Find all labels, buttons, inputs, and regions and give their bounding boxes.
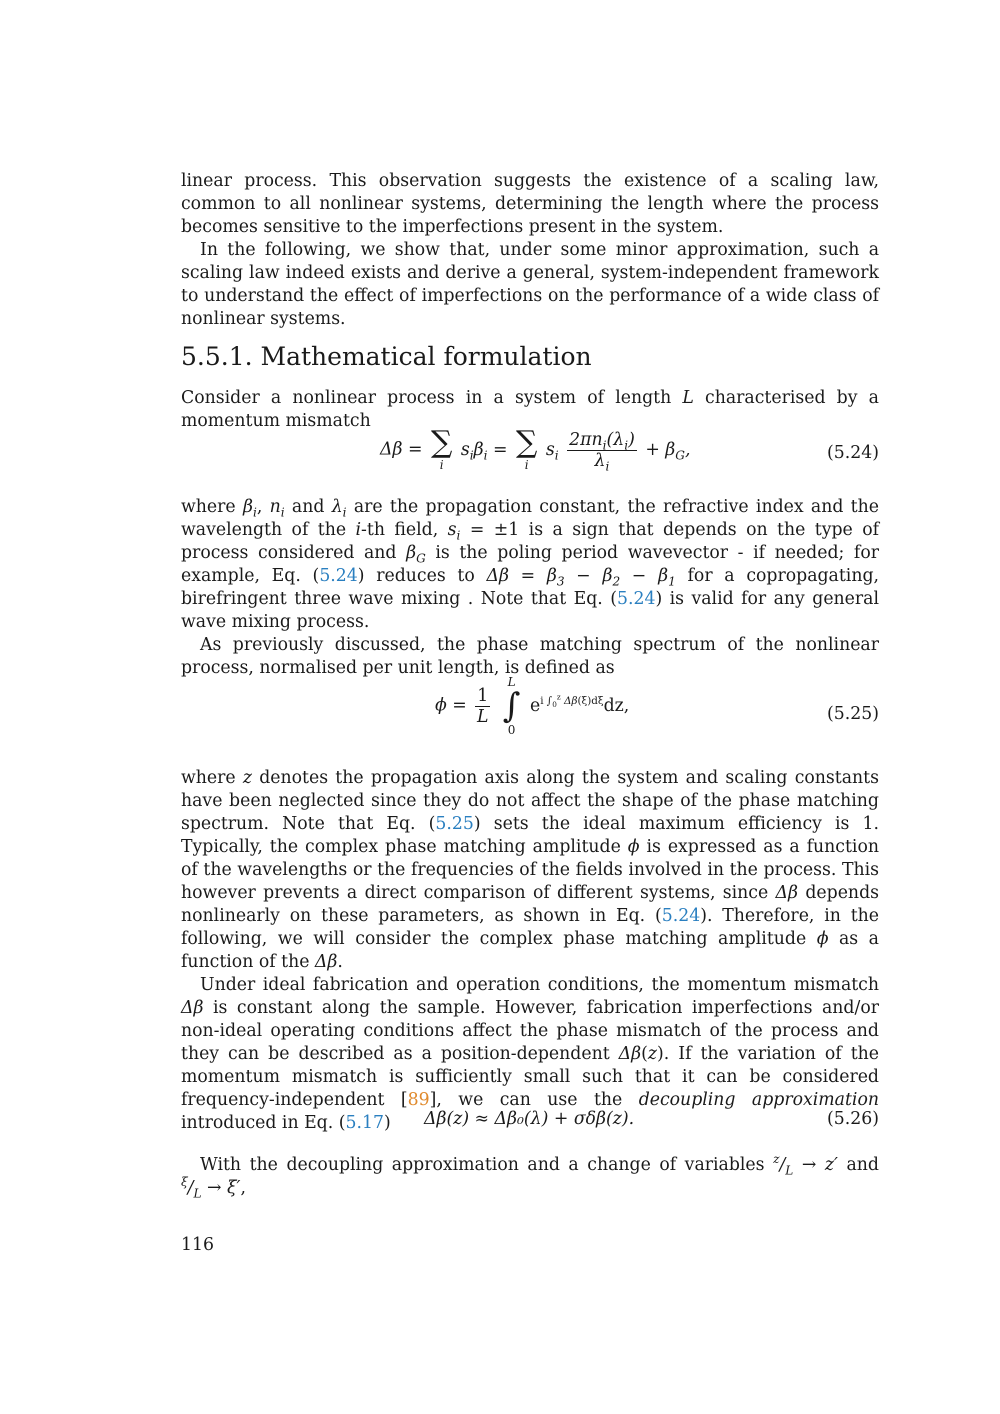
paragraph-6: where z denotes the propagation axis along the system and scaling constants have been neglected since they do not affect the shape of the phase matching spectrum. Note that Eq. (5.25) sets the ideal maximum efficiency is 1. Typically, the complex phase matching amplitude ϕ is expressed as a function of the wavelengths or the frequencies of the fields involved in the process. This however prevents a direct comparison of different systems, since Δβ depends nonlinearly on these parameters, as shown in Eq. (5.24). Therefore, in the following, we will consider the complex phase matching amplitude ϕ as a function of the Δβ. Under ideal fabrication and operation conditions, the momentum mismatch Δβ is constant along the sample. However, fabrication imperfections and/or non-ideal operating conditions affect the phase mismatch of the process and they can be described as a position-dependent Δβ(z). If the variation of the momentum mismatch is sufficiently small such that it can be considered frequency-independent [89], we can use the decoupling approximation introduced in Eq. (5.17) bbox=[181, 768, 879, 1133]
equation-5-24-number: (5.24) bbox=[827, 443, 879, 463]
paragraph-4: where $\beta_i$, $n_i$ and $\lambda_i$ are the propagation constant, the refractive index and the wavelength of the i-th field, $s_i = \pm 1$ is a sign that depends on the type of process considered and $\beta_G$ is the poling period wavevector - if needed; for example, Eq. (5.24) reduces to $\Delta\beta = \beta_3 - \beta_2 - \beta_1$ for a copropagating, birefringent three wave mixing . Note that Eq. (5.24) is valid for any general wave mixing process. As previously discussed, the phase matching spectrum of the nonlinear process, normalised per unit length, is defined as bbox=[181, 497, 880, 678]
eq-5-25-link[interactable]: 5.25 bbox=[435, 814, 474, 834]
paragraph-2-text: In the following, we show that, under some minor approximation, such a scaling law indeed exists and derive a general, system-independent framework to understand the effect of imperfections on the performance of a wide class of nonlinear systems. bbox=[181, 240, 879, 329]
equation-5-25-number: (5.25) bbox=[827, 704, 879, 724]
paragraph-8: With the decoupling approximation and a change of variables $^z/_L \to z'$ and $^\xi/_L \to \xi'$, bbox=[181, 1152, 879, 1201]
equation-5-25-body: ϕ = $\frac{1}{L}$ L ∫ 0 $e^{i \int_0^z \Delta\beta(\xi)d\xi}dz$, bbox=[435, 675, 630, 737]
paragraph-5-text: As previously discussed, the phase matching spectrum of the nonlinear process, normalised per unit length, is defined as bbox=[181, 635, 879, 678]
eq-5-24-link-3[interactable]: 5.24 bbox=[661, 906, 701, 926]
paragraph-1-text: linear process. This observation suggests the existence of a scaling law, common to all nonlinear systems, determining the length where the process becomes sensitive to the imperfections present in the system. bbox=[181, 171, 879, 237]
equation-5-24-body: Δβ = ∑ i $s_i\beta_i$ = ∑ i $s_i$ $\frac{2\pi n_i(\lambda_i)}{\lambda_i}$ + $\beta_G$, bbox=[380, 425, 691, 473]
equation-5-26-number: (5.26) bbox=[827, 1109, 879, 1129]
equation-5-26 bbox=[181, 1108, 879, 1134]
equation-5-25 bbox=[181, 675, 879, 755]
equation-5-26-body: Δβ(z) ≈ Δβ₀(λ) + σδβ(z). bbox=[424, 1109, 635, 1129]
page-number: 116 bbox=[181, 1235, 214, 1255]
section-heading: 5.5.1. Mathematical formulation bbox=[181, 342, 592, 371]
eq-5-24-link-2[interactable]: 5.24 bbox=[616, 589, 656, 609]
citation-89[interactable]: 89 bbox=[407, 1090, 430, 1110]
eq-5-24-link[interactable]: 5.24 bbox=[319, 566, 358, 586]
paragraph-3: Consider a nonlinear process in a system of length L characterised by a momentum mismatch bbox=[181, 388, 879, 431]
paragraph-1 bbox=[181, 170, 879, 331]
eq-5-17-link[interactable]: 5.17 bbox=[345, 1113, 384, 1133]
equation-5-24 bbox=[181, 425, 879, 488]
